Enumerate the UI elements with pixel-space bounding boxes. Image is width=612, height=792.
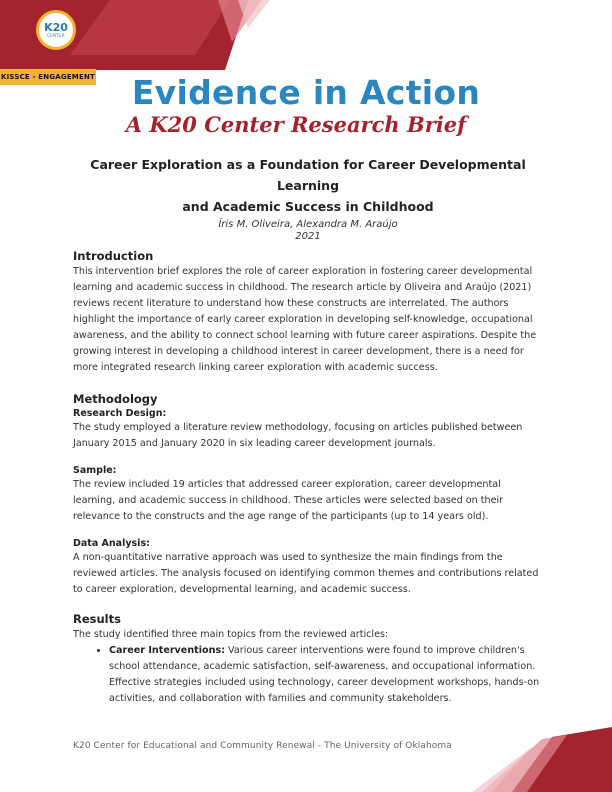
results-list [73,643,543,707]
data-analysis-text: A non-quantitative narrative approach was used to synthesize the main findings from the reviewed articles. The analysis focused on identifying common themes and contributions related to career exploration, developmental learning, and academic success. [73,552,539,595]
research-design-text: The study employed a literature review methodology, focusing on articles published between January 2015 and January 2020 in six leading career development journals. [73,422,523,449]
article-year: 2021 [295,231,321,242]
article-title-line-1: Career Exploration as a Foundation for Career Developmental Learning [90,157,526,193]
introduction-heading: Introduction [73,249,154,263]
sample-text: The review included 19 articles that addressed career exploration, career developmental learning, and academic success in childhood. These articles were selected based on their relevance to the constructs and the age range of the participants (up to 14 years old). [73,479,504,522]
page-title: Evidence in Action [131,73,481,112]
page-footer: K20 Center for Educational and Community Renewal - The University of Oklahoma [73,741,452,751]
result-text: Various career interventions were found to improve children's school attendance, academic satisfaction, self-awareness, and occupational information. Effective strategies included using technology, career development workshops, hands-on activities, and collaboration with families and community stakeholders. [109,645,540,704]
result-label: Career Interventions: [109,645,225,656]
logo-text: K20 [44,21,68,34]
footer-corner-decoration [472,727,612,792]
logo-subtext: CENTER [47,33,65,38]
introduction-section [73,249,543,376]
k20-logo [36,10,76,50]
header-banner [0,0,612,70]
article-authors: Íris M. Oliveira, Alexandra M. Araújo [218,219,398,230]
results-section [73,612,543,707]
sample-heading: Sample: [73,465,117,476]
research-design-heading: Research Design: [73,408,167,419]
data-analysis-heading: Data Analysis: [73,538,150,549]
article-title [73,154,543,217]
introduction-text: This intervention brief explores the role of career exploration in fostering career developmental learning and academic success in childhood. The research article by Oliveira and Araújo (2021) reviews recent literature to understand how these constructs are interrelated. The authors highlight the importance of early career exploration in developing self-knowledge, occupational awareness, and the ability to connect school learning with future career aspirations. Despite the growing interest in developing a childhood interest in career development, there is a need for more integrated research linking career exploration with academic success. [73,266,537,373]
results-intro: The study identified three main topics from the reviewed articles: [73,629,389,640]
results-heading: Results [73,612,121,626]
brief-content [73,154,543,707]
page-subtitle: A K20 Center Research Brief [125,112,467,137]
methodology-heading: Methodology [73,392,158,406]
list-item [109,643,543,707]
article-title-line-2: and Academic Success in Childhood [182,199,434,214]
category-tag: KISSCE - ENGAGEMENT [0,69,96,85]
methodology-section [73,392,543,598]
